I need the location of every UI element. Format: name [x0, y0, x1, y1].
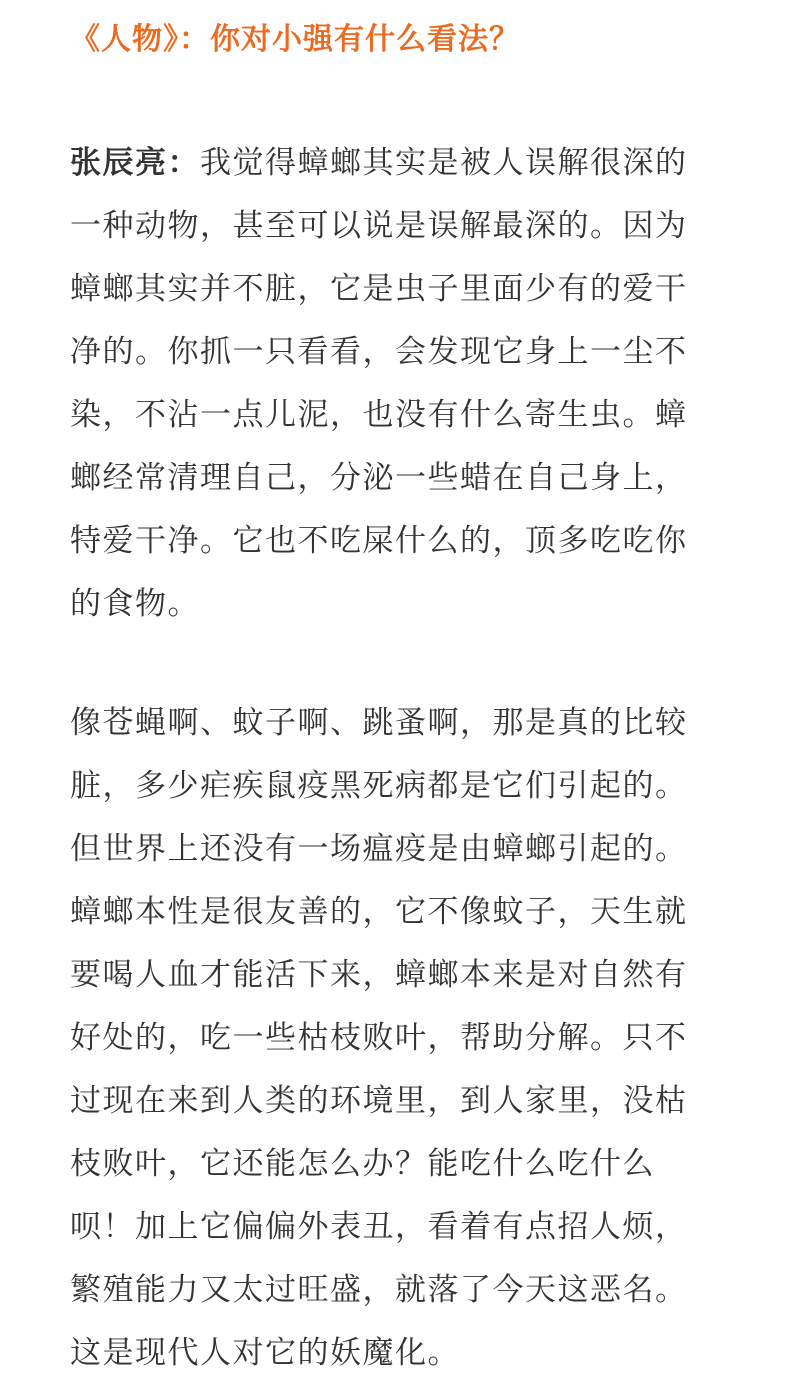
paragraph-line: 但世界上还没有一场瘟疫是由蟑螂引起的。	[70, 831, 688, 867]
paragraph-line: 呗！加上它偏偏外表丑，看着有点招人烦，	[70, 1209, 688, 1245]
paragraph-line: 蟑螂其实并不脏，它是虫子里面少有的爱干	[70, 271, 688, 307]
speaker-name: 张辰亮：	[70, 145, 200, 181]
paragraph-line	[70, 132, 740, 195]
paragraph-line: 染，不沾一点儿泥，也没有什么寄生虫。蟑	[70, 397, 688, 433]
paragraph-line: 繁殖能力又太过旺盛，就落了今天这恶名。	[70, 1272, 688, 1308]
paragraph-line: 枝败叶，它还能怎么办？能吃什么吃什么	[70, 1146, 655, 1182]
paragraph-line: 特爱干净。它也不吃屎什么的，顶多吃吃你	[70, 523, 688, 559]
paragraph-line: 蟑螂本性是很友善的，它不像蚊子，天生就	[70, 894, 688, 930]
paragraph-line-text: 我觉得蟑螂其实是被人误解很深的	[200, 145, 688, 181]
paragraph-line: 净的。你抓一只看看，会发现它身上一尘不	[70, 334, 688, 370]
paragraph-line: 的食物。	[70, 586, 200, 622]
paragraph-line: 过现在来到人类的环境里，到人家里，没枯	[70, 1083, 688, 1119]
paragraph-line: 一种动物，甚至可以说是误解最深的。因为	[70, 208, 688, 244]
paragraph-line: 好处的，吃一些枯枝败叶，帮助分解。只不	[70, 1020, 688, 1056]
paragraph-line: 像苍蝇啊、蚊子啊、跳蚤啊，那是真的比较	[70, 705, 688, 741]
paragraph-line: 螂经常清理自己，分泌一些蜡在自己身上，	[70, 460, 688, 496]
paragraph-line: 这是现代人对它的妖魔化。	[70, 1335, 460, 1371]
answer-paragraph-1	[70, 132, 740, 636]
paragraph-line: 脏，多少疟疾鼠疫黑死病都是它们引起的。	[70, 768, 688, 804]
paragraph-line: 要喝人血才能活下来，蟑螂本来是对自然有	[70, 957, 688, 993]
question-heading: 《人物》：你对小强有什么看法？	[70, 22, 520, 57]
answer-paragraph-2	[70, 692, 740, 1385]
